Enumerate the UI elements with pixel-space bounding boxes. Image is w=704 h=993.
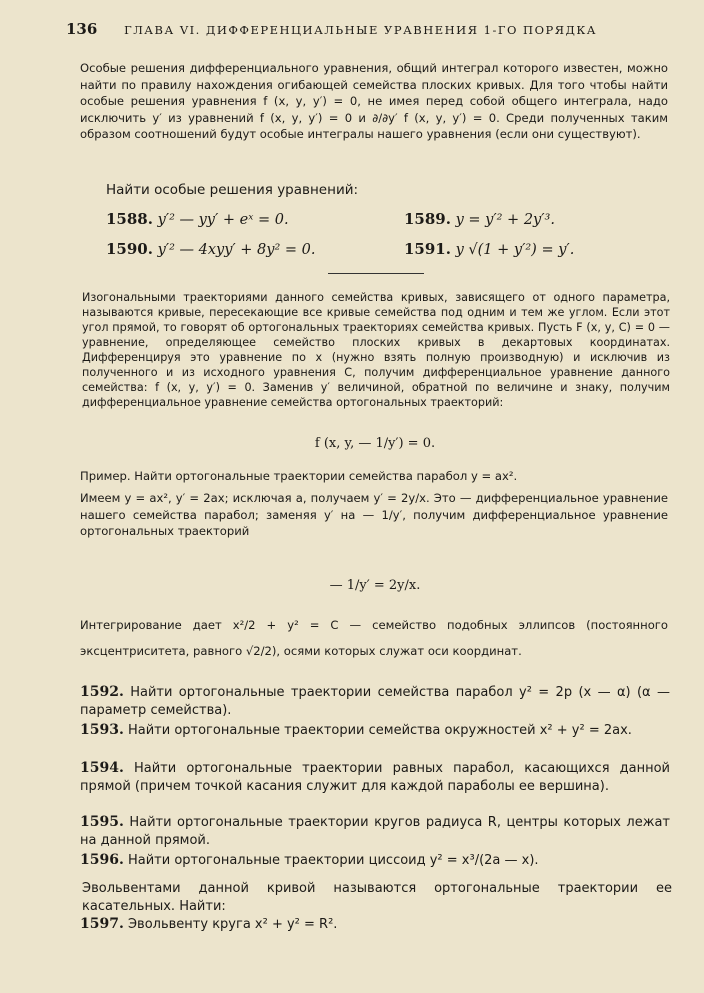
task-heading: Найти особые решения уравнений: xyxy=(106,182,359,198)
equation-1591: 1591. y √(1 + y′²) = y′. xyxy=(404,240,575,258)
equation-1590: 1590. y′² — 4xyy′ + 8y² = 0. xyxy=(106,240,316,258)
page-number: 136 xyxy=(66,20,98,38)
equation-1588: 1588. y′² — yy′ + eˣ = 0. xyxy=(106,210,289,228)
intro-paragraph: Особые решения дифференциального уравнения, общий интеграл которого известен, можно найти по правилу нахождения огибающей семейства плоских кривых. Для того чтобы найти особые решения уравнения f (x, y, y′) = 0, не имея перед собой общего интеграла, надо исключить y′ из уравнений f (x, y, y′) = 0 и ∂/∂y′ f (x, y, y′) = 0. Среди полученных таким образом соотношений будут особые интегралы нашего уравнения (если они существуют). xyxy=(80,61,668,141)
equation-1589: 1589. y = y′² + 2y′³. xyxy=(404,210,555,228)
page-header xyxy=(66,20,666,38)
problem-1595: 1595. Найти ортогональные траектории кругов радиуса R, центры которых лежат на данной прямой. xyxy=(80,814,670,848)
example-formula: — 1/y′ = 2y/x. xyxy=(329,578,421,593)
evolvent-paragraph: Эвольвентами данной кривой называются ортогональные траектории ее касательных. Найти: xyxy=(82,881,672,914)
isogonal-paragraph: Изогональными траекториями данного семейства кривых, зависящего от одного параметра, называются кривые, пересекающие все кривые семейства под одним и тем же углом. Если этот угол прямой, то говорят об ортогональных траекториях семейства кривых. Пусть F (x, y, C) = 0 — уравнение, определяющее семейство плоских кривых в декартовых координатах. Дифференцируя это уравнение по x (нужно взять полную производную) и исключив из полученного и из исходного уравнения C, получим дифференциальное уравнение данного семейства: f (x, y, y′) = 0. Заменив y′ величиной, обратной по величине и знаку, получим дифференциальное уравнение семейства ортогональных траекторий: xyxy=(82,291,670,409)
isogonal-formula: f (x, y, — 1/y′) = 0. xyxy=(314,436,436,451)
example-body: Имеем y = ax², y′ = 2ax; исключая a, получаем y′ = 2y/x. Это — дифференциальное уравнение нашего семейства парабол; заменяя y′ на — 1/y′, получим дифференциальное уравнение ортогональных траекторий xyxy=(80,491,668,538)
example-title: Пример. Найти ортогональные траектории семейства парабол y = ax². xyxy=(80,469,518,483)
problem-1596: 1596. Найти ортогональные траектории циссоид y² = x³/(2a — x). xyxy=(80,852,539,868)
problem-1593: 1593. Найти ортогональные траектории семейства окружностей x² + y² = 2ax. xyxy=(80,722,632,738)
integration-paragraph: Интегрирование дает x²/2 + y² = C — семейство подобных эллипсов (постоянного эксцентриситета, равного √2/2), осями которых служат оси координат. xyxy=(80,618,668,658)
running-title: ГЛАВА VI. ДИФФЕРЕНЦИАЛЬНЫЕ УРАВНЕНИЯ 1-ГО ПОРЯДКА xyxy=(124,23,597,37)
section-divider xyxy=(328,273,424,274)
problem-1594: 1594. Найти ортогональные траектории равных парабол, касающихся данной прямой (причем точкой касания служит для каждой параболы ее вершина). xyxy=(80,760,670,794)
problem-1597: 1597. Эвольвенту круга x² + y² = R². xyxy=(80,916,338,932)
problem-1592: 1592. Найти ортогональные траектории семейства парабол y² = 2p (x — α) (α — параметр семейства). xyxy=(80,684,670,718)
